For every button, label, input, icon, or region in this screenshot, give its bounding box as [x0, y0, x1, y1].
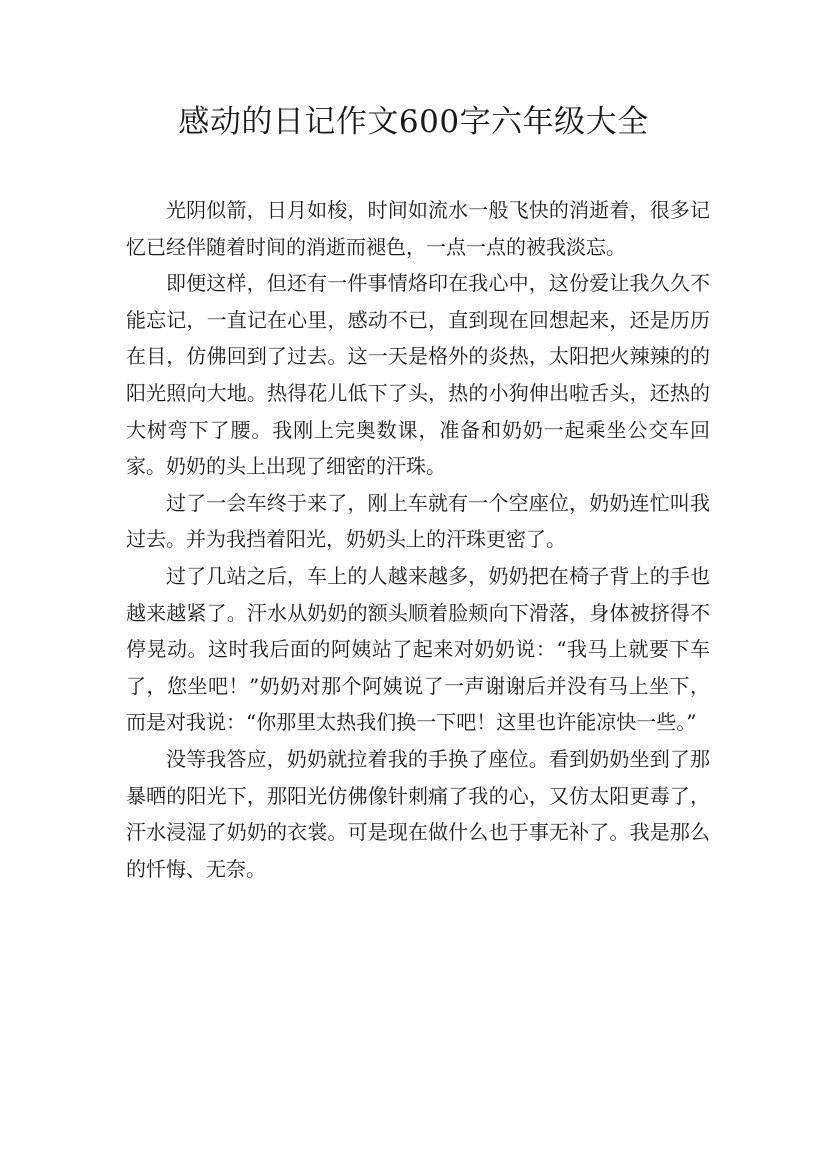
document-title: 感动的日记作文600字六年级大全: [178, 104, 649, 140]
document-body: [126, 192, 710, 887]
paragraph-4: 过了几站之后，车上的人越来越多，奶奶把在椅子背上的手也越来越紧了。汗水从奶奶的额头顺着脸颊向下滑落，身体被挤得不停晃动。这时我后面的阿姨站了起来对奶奶说：“我马上就要下车了，您坐吧！”奶奶对那个阿姨说了一声谢谢后并没有马上坐下，而是对我说：“你那里太热我们换一下吧！这里也许能凉快一些。”: [126, 563, 710, 735]
paragraph-2: 即便这样，但还有一件事情烙印在我心中，这份爱让我久久不能忘记，一直记在心里，感动不已，直到现在回想起来，还是历历在目，仿佛回到了过去。这一天是格外的炎热，太阳把火辣辣的的阳光照向大地。热得花儿低下了头，热的小狗伸出啦舌头，还热的大树弯下了腰。我刚上完奥数课，准备和奶奶一起乘坐公交车回家。奶奶的头上出现了细密的汗珠。: [126, 271, 710, 479]
paragraph-3: 过了一会车终于来了，刚上车就有一个空座位，奶奶连忙叫我过去。并为我挡着阳光，奶奶头上的汗珠更密了。: [126, 490, 710, 552]
paragraph-5: 没等我答应，奶奶就拉着我的手换了座位。看到奶奶坐到了那暴晒的阳光下，那阳光仿佛像针刺痛了我的心，又仿太阳更毒了，汗水浸湿了奶奶的衣裳。可是现在做什么也于事无补了。我是那么的忏悔、无奈。: [126, 746, 710, 881]
paragraph-1: 光阴似箭，日月如梭，时间如流水一般飞快的消逝着，很多记忆已经伴随着时间的消逝而褪色，一点一点的被我淡忘。: [126, 198, 710, 259]
